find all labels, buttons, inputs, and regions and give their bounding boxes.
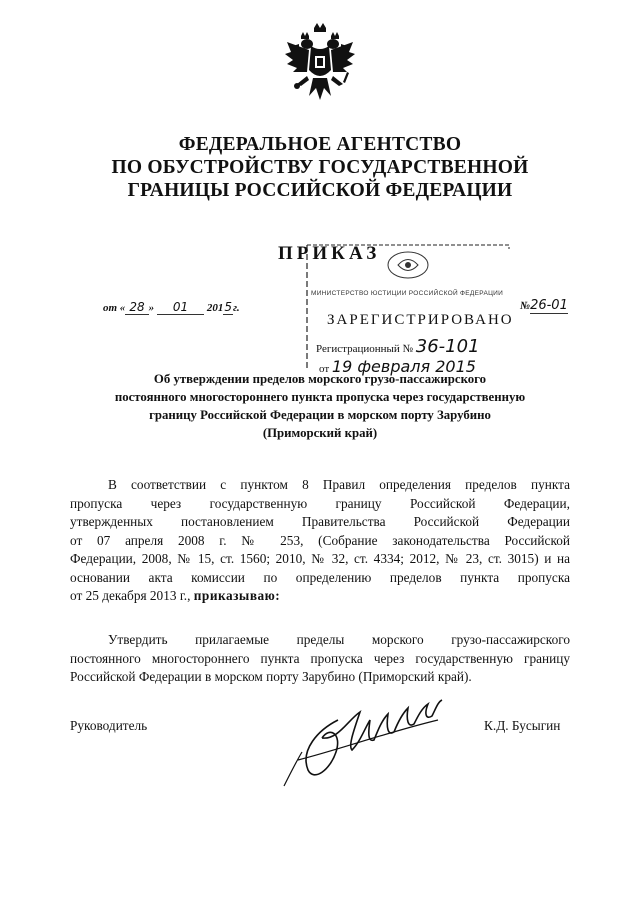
- date-year-suffix: г.: [233, 302, 240, 314]
- stamp-registered: ЗАРЕГИСТРИРОВАНО: [327, 312, 514, 328]
- date-month: 01: [157, 300, 204, 315]
- subject-line: (Приморский край): [262, 426, 378, 440]
- paragraph-line: постоянного многостороннего пункта пропуска через государственную границу: [70, 650, 570, 666]
- subject-line: постоянного многостороннего пункта пропуска через государственную: [114, 390, 526, 404]
- order-title: ПРИКАЗ: [278, 243, 381, 264]
- stamp-date-value: 19 февраля 2015: [331, 357, 476, 376]
- paragraph-line: Утвердить прилагаемые пределы морского грузо-пассажирского: [108, 632, 570, 647]
- paragraph-line: утвержденных постановлением Правительства Российской Федерации: [70, 514, 570, 529]
- order-number: [520, 298, 568, 313]
- regno-label: Регистрационный №: [316, 343, 414, 355]
- date-prefix: от «: [103, 302, 126, 314]
- paragraph-last-text: от 25 декабря 2013 г.,: [70, 588, 191, 603]
- number-value: 26-01: [530, 298, 568, 313]
- agency-line: ГРАНИЦЫ РОССИЙСКОЙ ФЕДЕРАЦИИ: [127, 180, 513, 201]
- order-command: приказываю:: [193, 588, 281, 603]
- paragraph-line: Российской Федерации в морском порту Зарубино (Приморский край).: [70, 669, 472, 684]
- paragraph-line: пропуска через государственную границу Российской Федерации,: [70, 495, 570, 511]
- stamp-date-label: от: [319, 363, 330, 375]
- date-mid: »: [148, 302, 155, 314]
- decision-paragraph: [70, 631, 570, 687]
- agency-heading: [60, 133, 580, 202]
- preamble-paragraph: [70, 476, 570, 606]
- signatory-name: К.Д. Бусыгин: [484, 718, 561, 733]
- stamp-ministry: МИНИСТЕРСТВО ЮСТИЦИИ РОССИЙСКОЙ ФЕДЕРАЦИИ: [311, 290, 504, 297]
- paragraph-line: В соответствии с пунктом 8 Правил определения пределов пункта: [108, 477, 570, 492]
- paragraph-line: [70, 587, 570, 606]
- order-subject: [80, 370, 560, 442]
- order-date: [103, 300, 240, 314]
- regno-value: 36-101: [415, 336, 480, 357]
- number-prefix: №: [520, 300, 531, 312]
- date-year-digit: 5: [224, 300, 233, 314]
- date-year-prefix: 201: [206, 302, 224, 314]
- coat-of-arms-emblem: [283, 22, 357, 112]
- date-day: 28: [125, 300, 148, 315]
- subject-line: границу Российской Федерации в морском порту Зарубино: [149, 408, 491, 422]
- paragraph-line: от 07 апреля 2008 г. № 253, (Собрание законодательства Российской: [70, 532, 570, 548]
- agency-line: ФЕДЕРАЛЬНОЕ АГЕНТСТВО: [178, 134, 462, 155]
- subject-line: Об утверждении пределов морского грузо-пассажирского: [153, 372, 487, 386]
- stamp-emblem-icon: [385, 250, 431, 280]
- paragraph-line: Федерации, 2008, № 15, ст. 1560; 2010, № 32, ст. 4334; 2012, № 23, ст. 3015) и на: [70, 551, 570, 566]
- agency-line: ПО ОБУСТРОЙСТВУ ГОСУДАРСТВЕННОЙ: [111, 157, 529, 178]
- stamp-registration-number: [316, 336, 480, 357]
- handwritten-signature: [278, 690, 448, 790]
- paragraph-line: основании акта комиссии по определению пределов пункта пропуска: [70, 569, 570, 585]
- signatory-role: Руководитель: [70, 718, 148, 733]
